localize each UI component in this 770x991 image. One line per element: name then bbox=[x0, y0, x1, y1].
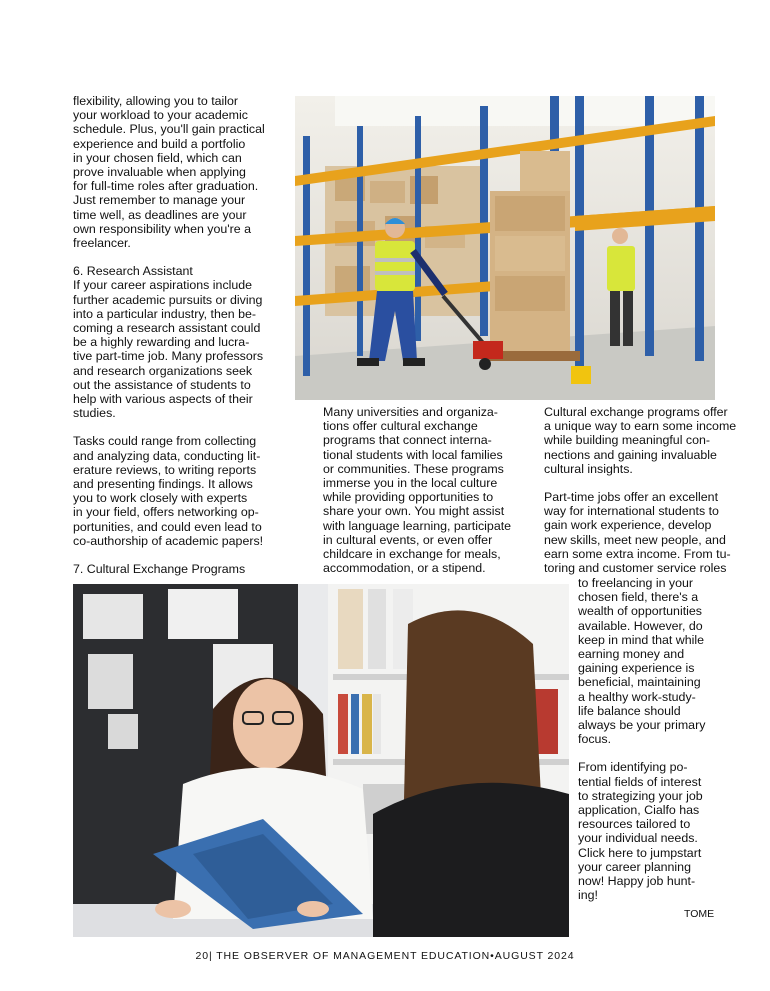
text-line: Just remember to manage your bbox=[73, 193, 246, 208]
text-line: tential fields of interest bbox=[578, 774, 702, 789]
text-line: resources tailored to bbox=[578, 817, 691, 832]
text-line: accommodation, or a stipend. bbox=[323, 561, 486, 576]
text-line: into a particular industry, then be- bbox=[73, 306, 256, 321]
text-line: to strategizing your job bbox=[578, 788, 703, 803]
text-line: own responsibility when you're a bbox=[73, 221, 251, 236]
text-line: gain work experience, develop bbox=[544, 518, 712, 533]
author-credit: TOME bbox=[684, 908, 715, 920]
text-line: a healthy work-study- bbox=[578, 689, 696, 704]
text-line: If your career aspirations include bbox=[73, 278, 253, 293]
office-illustration bbox=[73, 584, 569, 937]
column-3-paragraph-2 bbox=[544, 490, 731, 576]
text-line: and analyzing data, conducting lit- bbox=[73, 448, 261, 463]
text-line: in cultural events, or even offer bbox=[323, 532, 493, 547]
page-footer: 20| THE OBSERVER OF MANAGEMENT EDUCATION•AUGUST 2024 bbox=[195, 950, 575, 962]
text-line: now! Happy job hunt- bbox=[578, 874, 696, 889]
text-line: in your field, offers networking op- bbox=[73, 505, 259, 520]
text-line: experience and build a portfolio bbox=[73, 136, 246, 151]
text-line: and presenting findings. It allows bbox=[73, 477, 253, 492]
text-line: for full-time roles after graduation. bbox=[73, 179, 259, 194]
text-line: keep in mind that while bbox=[578, 632, 705, 647]
warehouse-photo bbox=[295, 96, 715, 400]
section-6 bbox=[73, 264, 288, 420]
text-line: gaining experience is bbox=[578, 661, 695, 676]
column-3-bottom bbox=[578, 576, 718, 902]
section-7-heading: 7. Cultural Exchange Programs bbox=[73, 562, 246, 577]
text-line: Click here to jumpstart bbox=[578, 845, 702, 860]
column-3-paragraph-2-cont bbox=[578, 576, 718, 746]
text-line: available. However, do bbox=[578, 618, 703, 633]
column-3-top bbox=[544, 405, 737, 576]
text-line: freelancer. bbox=[73, 236, 131, 251]
text-line: beneficial, maintaining bbox=[578, 675, 701, 690]
text-line: with language learning, participate bbox=[323, 518, 512, 533]
text-line: prove invaluable when applying bbox=[73, 165, 246, 180]
text-line: application, Cialfo has bbox=[578, 803, 700, 818]
text-line: while building meaningful con- bbox=[544, 433, 710, 448]
column-2 bbox=[323, 405, 538, 575]
text-line: coming a research assistant could bbox=[73, 321, 261, 336]
text-line: you to work closely with experts bbox=[73, 491, 248, 506]
text-line: life balance should bbox=[578, 703, 681, 718]
text-line: programs that connect interna- bbox=[323, 433, 492, 448]
text-line: tions offer cultural exchange bbox=[323, 419, 478, 434]
text-line: toring and customer service roles bbox=[544, 561, 727, 576]
text-line: portunities, and could even lead to bbox=[73, 519, 262, 534]
column-1 bbox=[73, 94, 288, 576]
section-6-paragraph-2 bbox=[73, 434, 288, 548]
text-line: Many universities and organiza- bbox=[323, 405, 498, 419]
text-line: help with various aspects of their bbox=[73, 392, 253, 407]
text-line: time well, as deadlines are your bbox=[73, 207, 247, 222]
text-line: flexibility, allowing you to tailor bbox=[73, 94, 239, 108]
office-photo bbox=[73, 584, 569, 937]
text-line: schedule. Plus, you'll gain practical bbox=[73, 122, 265, 137]
text-line: earn some extra income. From tu- bbox=[544, 546, 731, 561]
text-line: wealth of opportunities bbox=[578, 604, 702, 619]
text-line: ing! bbox=[578, 888, 598, 903]
text-line: Part-time jobs offer an excellent bbox=[544, 490, 719, 505]
text-line: From identifying po- bbox=[578, 760, 688, 775]
text-line: studies. bbox=[73, 406, 116, 421]
text-line: way for international students to bbox=[544, 504, 719, 519]
text-line: nections and gaining invaluable bbox=[544, 447, 717, 462]
text-line: and research organizations seek bbox=[73, 363, 253, 378]
text-line: Cultural exchange programs offer bbox=[544, 405, 728, 419]
text-line: new skills, meet new people, and bbox=[544, 532, 726, 547]
text-line: tional students with local families bbox=[323, 447, 503, 462]
section-6-heading: 6. Research Assistant bbox=[73, 264, 193, 279]
text-line: be a highly rewarding and lucra- bbox=[73, 335, 250, 350]
warehouse-illustration bbox=[295, 96, 715, 400]
text-line: a unique way to earn some income bbox=[544, 419, 737, 434]
column-3-paragraph-3 bbox=[578, 760, 718, 902]
intro-paragraph bbox=[73, 94, 288, 250]
text-line: share your own. You might assist bbox=[323, 504, 505, 519]
text-line: further academic pursuits or diving bbox=[73, 292, 263, 307]
text-line: cultural insights. bbox=[544, 461, 633, 476]
section-7 bbox=[73, 562, 288, 576]
text-line: immerse you in the local culture bbox=[323, 476, 498, 491]
text-line: erature reviews, to writing reports bbox=[73, 462, 257, 477]
text-line: childcare in exchange for meals, bbox=[323, 547, 501, 562]
text-line: in your chosen field, which can bbox=[73, 150, 242, 165]
text-line: out the assistance of students to bbox=[73, 377, 251, 392]
text-line: co-authorship of academic papers! bbox=[73, 533, 264, 548]
text-line: focus. bbox=[578, 732, 612, 747]
text-line: earning money and bbox=[578, 647, 685, 662]
column-3-paragraph-1 bbox=[544, 405, 737, 476]
cultural-exchange-paragraph bbox=[323, 405, 538, 575]
text-line: Tasks could range from collecting bbox=[73, 434, 257, 449]
text-line: while providing opportunities to bbox=[323, 490, 494, 505]
text-line: your workload to your academic bbox=[73, 108, 248, 123]
text-line: tive part-time job. Many professors bbox=[73, 349, 264, 364]
text-line: your individual needs. bbox=[578, 831, 698, 846]
text-line: to freelancing in your bbox=[578, 576, 694, 590]
text-line: or communities. These programs bbox=[323, 461, 504, 476]
text-line: chosen field, there's a bbox=[578, 590, 699, 605]
text-line: always be your primary bbox=[578, 718, 706, 733]
text-line: your career planning bbox=[578, 859, 691, 874]
